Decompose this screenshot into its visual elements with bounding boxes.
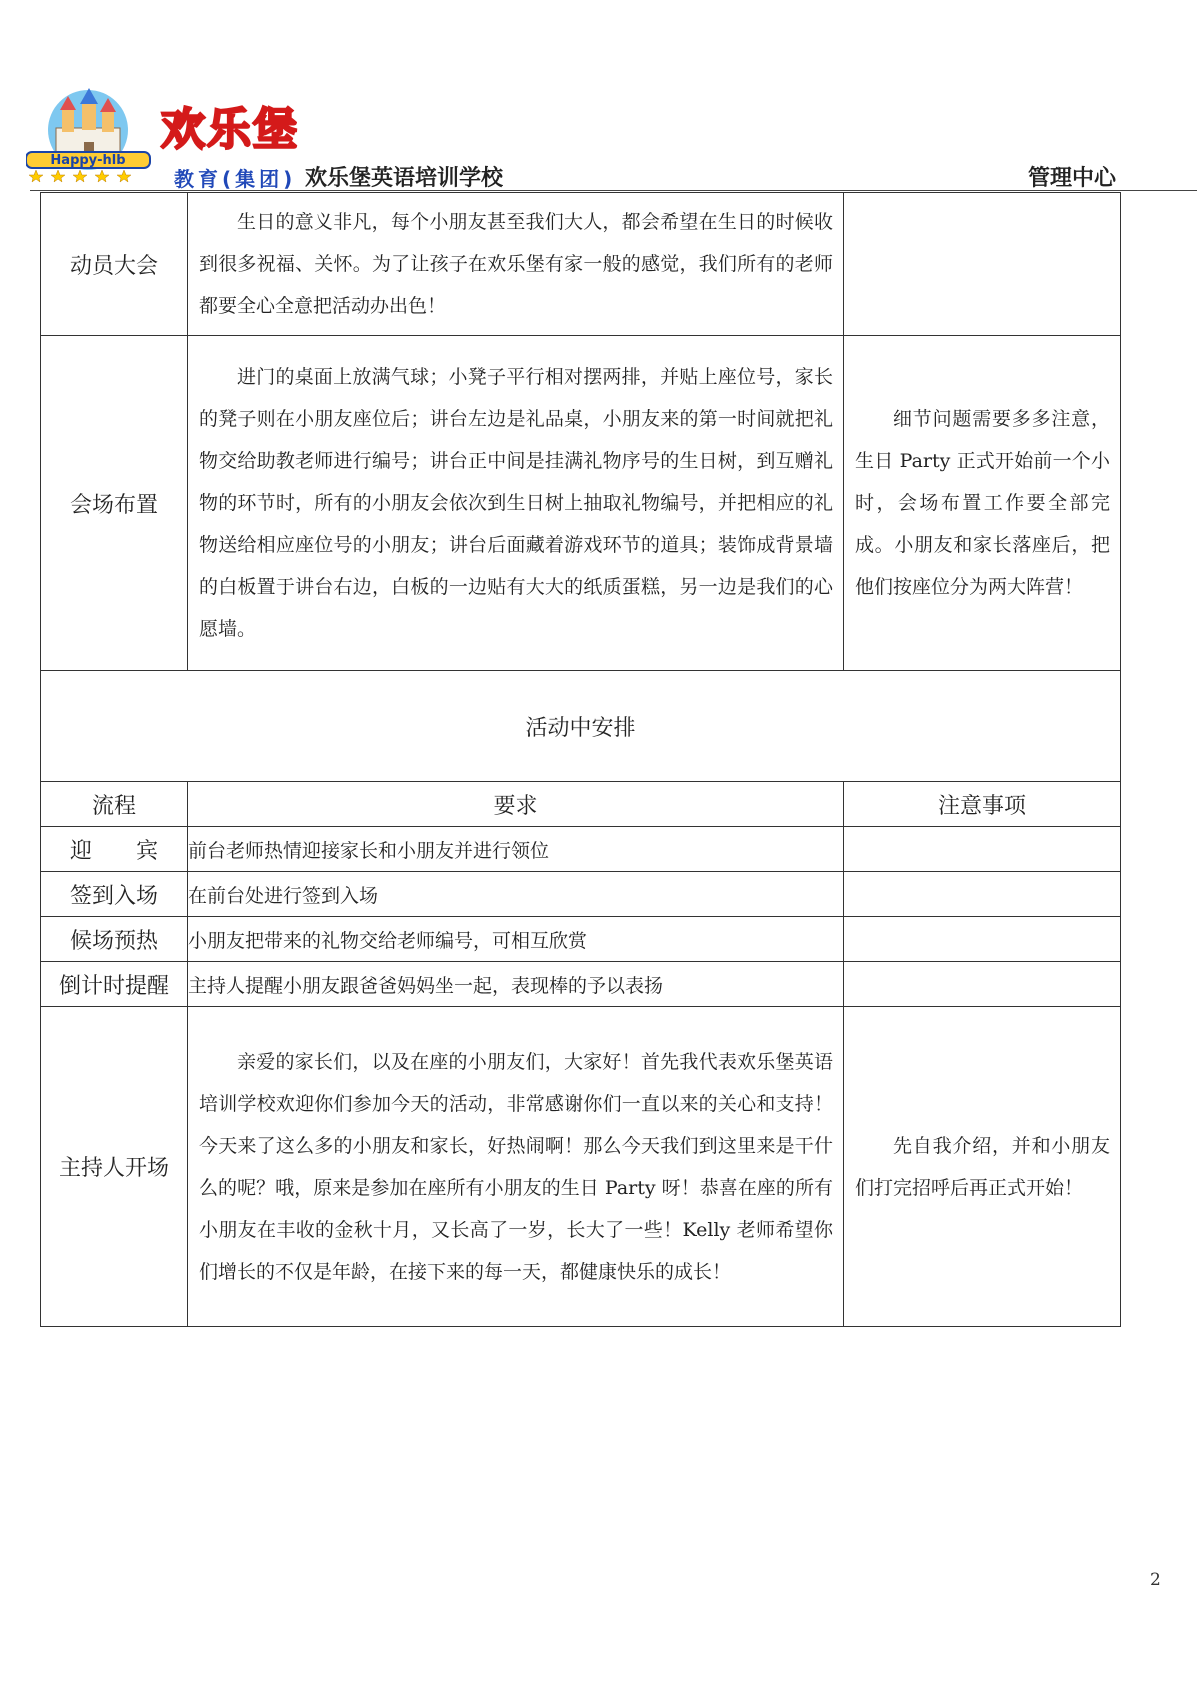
header-divider	[30, 190, 1197, 191]
row-label: 主持人开场	[41, 1007, 188, 1327]
row-text: 进门的桌面上放满气球；小凳子平行相对摆两排，并贴上座位号，家长的凳子则在小朋友座位后；讲台左边是礼品桌，小朋友来的第一时间就把礼物交给助教老师进行编号；讲台正中间是挂满礼物序号的生日树，到互赠礼物的环节时，所有的小朋友会依次到生日树上抽取礼物编号，并把相应的礼物送给相应座位号的小朋友；讲台后面藏着游戏环节的道具；装饰成背景墙的白板置于讲台右边，白板的一边贴有大大的纸质蛋糕，另一边是我们的心愿墙。	[199, 366, 833, 640]
row-text: 小朋友把带来的礼物交给老师编号，可相互欣赏	[188, 917, 844, 962]
management-center: 管理中心	[1027, 166, 1116, 191]
row-text: 主持人提醒小朋友跟爸爸妈妈坐一起，表现棒的予以表扬	[188, 962, 844, 1007]
table-row	[41, 872, 1121, 917]
activity-table	[40, 192, 1121, 1327]
row-note: 细节问题需要多多注意，生日 Party 正式开始前一个小时，会场布置工作要全部完成。小朋友和家长落座后，把他们按座位分为两大阵营！	[855, 408, 1110, 598]
logo-badge-text: Happy-hlb	[50, 153, 126, 168]
section-row	[41, 671, 1121, 782]
school-name: 欢乐堡英语培训学校	[305, 166, 504, 191]
table-row	[41, 827, 1121, 872]
castle-logo-icon	[26, 88, 156, 184]
row-note-cell	[844, 336, 1121, 671]
table-row	[41, 1007, 1121, 1327]
row-note	[844, 962, 1121, 1007]
column-header-process: 流程	[41, 782, 188, 827]
row-text: 生日的意义非凡，每个小朋友甚至我们大人，都会希望在生日的时候收到很多祝福、关怀。为了让孩子在欢乐堡有家一般的感觉，我们所有的老师都要全心全意把活动办出色！	[199, 211, 833, 317]
row-content-cell	[188, 336, 844, 671]
section-title: 活动中安排	[41, 671, 1121, 782]
row-content-cell	[188, 193, 844, 336]
row-note	[844, 872, 1121, 917]
row-text: 在前台处进行签到入场	[188, 872, 844, 917]
row-note-cell	[844, 193, 1121, 336]
column-header-requirement: 要求	[188, 782, 844, 827]
page-header	[26, 88, 1116, 194]
row-label: 迎 宾	[41, 827, 188, 872]
row-note	[844, 827, 1121, 872]
brand-logo-text: 欢乐堡	[161, 104, 299, 155]
row-note	[844, 917, 1121, 962]
row-label: 会场布置	[41, 336, 188, 671]
table-header-row	[41, 782, 1121, 827]
row-content-cell	[188, 1007, 844, 1327]
row-note-cell	[844, 1007, 1121, 1327]
row-label: 倒计时提醒	[41, 962, 188, 1007]
row-note: 先自我介绍，并和小朋友们打完招呼后再正式开始！	[855, 1134, 1110, 1199]
stars-icon	[29, 170, 131, 182]
sub-brand-text: 教育(集团)	[174, 167, 297, 191]
page-number: 2	[1150, 1570, 1161, 1590]
column-header-notes: 注意事项	[844, 782, 1121, 827]
table-row	[41, 193, 1121, 336]
row-text: 前台老师热情迎接家长和小朋友并进行领位	[188, 827, 844, 872]
row-text: 亲爱的家长们，以及在座的小朋友们，大家好！首先我代表欢乐堡英语培训学校欢迎你们参加今天的活动，非常感谢你们一直以来的关心和支持！今天来了这么多的小朋友和家长，好热闹啊！那么今天我们到这里来是干什么的呢？哦，原来是参加在座所有小朋友的生日 Party 呀！恭喜在座的所有小朋友在丰收的金秋十月，又长高了一岁，长大了一些！Kelly 老师希望你们增长的不仅是年龄，在接下来的每一天，都健康快乐的成长！	[199, 1050, 833, 1283]
row-label: 签到入场	[41, 872, 188, 917]
table-row	[41, 962, 1121, 1007]
row-label: 候场预热	[41, 917, 188, 962]
row-label: 动员大会	[41, 193, 188, 336]
table-row	[41, 917, 1121, 962]
table-row	[41, 336, 1121, 671]
